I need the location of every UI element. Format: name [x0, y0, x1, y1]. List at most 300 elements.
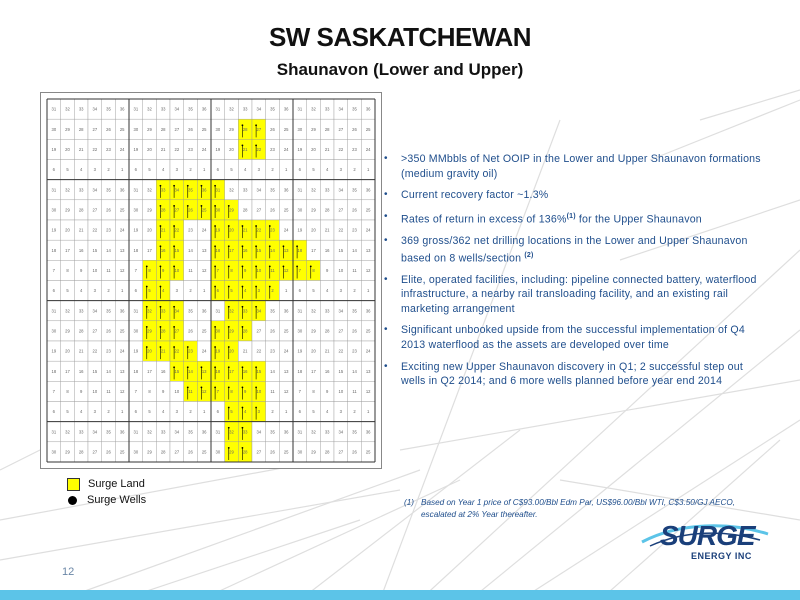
section-number: 7 [134, 267, 138, 273]
section-number: 33 [324, 308, 330, 314]
section-number: 1 [284, 409, 288, 415]
bullet-list [383, 152, 768, 396]
section-number: 34 [174, 308, 180, 314]
section-number: 21 [324, 146, 330, 152]
section-number: 16 [324, 368, 330, 374]
section-number: 30 [133, 207, 139, 213]
section-number: 1 [202, 409, 206, 415]
section-number: 20 [229, 348, 234, 354]
section-number: 32 [65, 187, 70, 193]
section-number: 9 [243, 388, 247, 394]
section-number: 5 [230, 288, 233, 294]
section-number: 11 [188, 388, 193, 394]
section-number: 31 [215, 106, 221, 112]
section-number: 35 [352, 429, 357, 435]
bullet-text: Elite, operated facilities, including: pipeline connected battery, waterflood infrastructure, a nearby rail transloading facility, and an existing rail marketing arrangement [401, 273, 757, 315]
section-number: 27 [174, 328, 180, 334]
bullet-footnote-ref: (2) [524, 251, 534, 259]
section-number: 29 [229, 328, 234, 334]
section-number: 31 [51, 187, 57, 193]
section-number: 31 [51, 308, 57, 314]
section-number: 2 [189, 167, 192, 173]
section-number: 36 [283, 106, 289, 112]
section-number: 35 [270, 429, 275, 435]
section-number: 16 [160, 247, 166, 253]
section-number: 32 [229, 187, 234, 193]
section-number: 3 [257, 167, 261, 173]
land-swatch-icon [67, 478, 80, 491]
legend-wells-label: Surge Wells [87, 494, 147, 506]
bullet-footnote-ref: (1) [566, 212, 576, 220]
section-number: 9 [79, 388, 83, 394]
section-number: 15 [338, 247, 344, 253]
section-number: 27 [92, 328, 98, 334]
section-number: 2 [107, 409, 110, 415]
bullet-item [383, 323, 768, 352]
section-number: 27 [174, 126, 180, 132]
section-number: 16 [78, 368, 84, 374]
section-number: 28 [78, 207, 84, 213]
section-number: 1 [284, 167, 288, 173]
section-number: 33 [160, 106, 166, 112]
bullet-dot-icon: • [384, 273, 388, 285]
bullet-item [383, 273, 768, 317]
section-number: 20 [229, 146, 234, 152]
section-number: 22 [338, 348, 344, 354]
section-number: 25 [365, 126, 371, 132]
section-number: 32 [229, 106, 234, 112]
section-number: 16 [160, 368, 166, 374]
section-number: 32 [229, 429, 234, 435]
section-number: 32 [147, 187, 152, 193]
section-number: 21 [78, 146, 84, 152]
section-number: 30 [133, 449, 139, 455]
bullet-text: Rates of return in excess of 136% [401, 213, 567, 226]
section-number: 23 [188, 146, 193, 152]
section-number: 15 [174, 368, 180, 374]
section-number: 28 [160, 207, 166, 213]
section-number: 4 [161, 167, 165, 173]
footnote-number: (1) [404, 498, 415, 507]
section-number: 26 [188, 126, 193, 132]
section-number: 31 [297, 187, 303, 193]
section-number: 23 [270, 348, 275, 354]
section-number: 27 [338, 449, 344, 455]
section-number: 33 [324, 106, 330, 112]
section-number: 7 [216, 388, 220, 394]
section-number: 25 [201, 207, 207, 213]
section-number: 33 [242, 429, 248, 435]
section-number: 21 [242, 348, 248, 354]
section-number: 3 [175, 167, 179, 173]
section-number: 14 [188, 247, 193, 253]
section-number: 24 [283, 227, 289, 233]
section-number: 34 [256, 187, 262, 193]
section-number: 17 [311, 247, 316, 253]
section-number: 28 [160, 449, 166, 455]
section-number: 23 [270, 227, 275, 233]
section-number: 4 [161, 409, 165, 415]
section-number: 32 [311, 429, 316, 435]
section-number: 28 [78, 126, 84, 132]
section-number: 5 [66, 409, 69, 415]
section-number: 30 [215, 126, 221, 132]
section-number: 25 [283, 207, 289, 213]
section-number: 18 [133, 247, 139, 253]
section-number: 6 [216, 288, 220, 294]
section-number: 26 [106, 126, 111, 132]
section-number: 27 [92, 449, 98, 455]
section-number: 33 [242, 308, 248, 314]
section-number: 2 [353, 167, 356, 173]
section-number: 10 [174, 267, 180, 273]
section-number: 14 [352, 247, 357, 253]
section-number: 2 [353, 288, 356, 294]
section-number: 1 [120, 288, 124, 294]
section-number: 1 [120, 167, 124, 173]
section-number: 6 [216, 167, 220, 173]
section-number: 19 [297, 348, 303, 354]
bullet-dot-icon: • [384, 234, 388, 246]
section-number: 5 [148, 409, 151, 415]
section-number: 24 [283, 348, 289, 354]
section-number: 27 [92, 126, 98, 132]
section-number: 15 [338, 368, 344, 374]
section-number: 36 [365, 429, 371, 435]
section-number: 28 [324, 126, 330, 132]
section-number: 36 [119, 308, 125, 314]
section-number: 28 [242, 207, 248, 213]
section-number: 5 [312, 409, 315, 415]
section-number: 21 [242, 227, 248, 233]
section-number: 34 [338, 429, 344, 435]
section-number: 28 [242, 126, 248, 132]
bullet-text: Current recovery factor ~1.3% [401, 189, 549, 202]
section-number: 2 [271, 409, 274, 415]
section-number: 24 [365, 348, 371, 354]
section-number: 35 [352, 106, 357, 112]
section-number: 9 [161, 267, 165, 273]
section-number: 4 [243, 288, 247, 294]
section-number: 4 [79, 409, 83, 415]
section-number: 6 [52, 167, 56, 173]
section-number: 22 [92, 227, 98, 233]
section-number: 5 [148, 288, 151, 294]
section-number: 5 [312, 167, 315, 173]
section-number: 7 [298, 267, 302, 273]
section-number: 6 [216, 409, 220, 415]
section-number: 14 [106, 368, 111, 374]
section-number: 23 [106, 348, 111, 354]
section-number: 26 [352, 449, 357, 455]
section-number: 23 [352, 348, 357, 354]
section-number: 8 [148, 388, 151, 394]
section-number: 28 [324, 328, 330, 334]
section-number: 22 [338, 227, 344, 233]
section-number: 13 [365, 368, 371, 374]
section-number: 19 [297, 146, 303, 152]
section-number: 33 [78, 106, 84, 112]
section-number: 23 [188, 348, 193, 354]
bullet-text: >350 MMbbls of Net OOIP in the Lower and Upper Shaunavon formations (medium gravity oil) [401, 153, 761, 180]
section-number: 33 [242, 187, 248, 193]
section-number: 1 [202, 288, 206, 294]
section-number: 9 [325, 388, 329, 394]
section-number: 35 [188, 429, 193, 435]
section-number: 35 [352, 308, 357, 314]
section-number: 11 [270, 388, 275, 394]
section-number: 27 [338, 126, 344, 132]
section-number: 6 [134, 167, 138, 173]
section-number: 2 [271, 288, 274, 294]
section-number: 27 [174, 449, 180, 455]
section-number: 18 [215, 247, 221, 253]
section-number: 33 [242, 106, 248, 112]
section-number: 25 [201, 449, 207, 455]
section-number: 34 [92, 187, 98, 193]
section-number: 14 [352, 368, 357, 374]
slide-subtitle: Shaunavon (Lower and Upper) [276, 60, 524, 79]
section-number: 16 [78, 247, 84, 253]
section-number: 11 [352, 267, 357, 273]
bottom-accent-bar [0, 590, 800, 600]
section-number: 4 [79, 167, 83, 173]
section-number: 36 [119, 106, 125, 112]
logo-subtitle: ENERGY INC [691, 551, 752, 561]
section-number: 3 [339, 409, 343, 415]
section-number: 24 [283, 146, 289, 152]
section-number: 3 [257, 288, 261, 294]
bullet-text: 369 gross/362 net drilling locations in the Lower and Upper Shaunavon based on 8 wells/section [401, 234, 748, 265]
section-number: 19 [51, 227, 57, 233]
section-number: 22 [174, 348, 180, 354]
section-number: 29 [311, 207, 316, 213]
section-number: 11 [270, 267, 275, 273]
section-number: 30 [297, 207, 303, 213]
section-number: 10 [92, 267, 98, 273]
section-number: 6 [298, 409, 302, 415]
section-number: 32 [229, 308, 234, 314]
section-number: 23 [352, 146, 357, 152]
section-number: 18 [215, 368, 221, 374]
section-number: 31 [133, 429, 139, 435]
section-number: 34 [92, 308, 98, 314]
section-number: 30 [133, 126, 139, 132]
bullet-item [383, 360, 768, 389]
section-number: 24 [119, 348, 125, 354]
section-number: 7 [52, 388, 56, 394]
section-number: 32 [311, 187, 316, 193]
section-number: 30 [51, 328, 57, 334]
section-number: 32 [147, 308, 152, 314]
section-number: 31 [297, 429, 303, 435]
section-number: 33 [78, 308, 84, 314]
section-number: 28 [78, 449, 84, 455]
section-number: 24 [201, 348, 207, 354]
section-number: 19 [133, 146, 139, 152]
section-number: 17 [65, 247, 70, 253]
section-number: 30 [215, 328, 221, 334]
section-number: 13 [365, 247, 371, 253]
section-number: 29 [147, 126, 152, 132]
section-number: 22 [174, 227, 180, 233]
section-number: 12 [365, 388, 371, 394]
section-number: 36 [365, 187, 371, 193]
section-number: 23 [106, 227, 111, 233]
well-dot-icon [68, 496, 77, 505]
bullet-dot-icon: • [384, 210, 388, 222]
section-number: 5 [148, 167, 151, 173]
slide-title: SW SASKATCHEWAN [268, 22, 532, 52]
section-number: 4 [79, 288, 83, 294]
section-number: 2 [271, 167, 274, 173]
legend-land [67, 476, 146, 492]
section-number: 7 [298, 388, 302, 394]
section-number: 29 [65, 328, 70, 334]
section-number: 33 [324, 429, 330, 435]
section-number: 23 [270, 146, 275, 152]
section-number: 13 [119, 247, 125, 253]
section-number: 28 [242, 449, 248, 455]
section-number: 8 [66, 388, 69, 394]
section-number: 26 [188, 328, 193, 334]
section-number: 35 [106, 429, 111, 435]
section-number: 8 [148, 267, 151, 273]
section-number: 3 [93, 409, 97, 415]
section-number: 33 [324, 187, 330, 193]
section-number: 26 [270, 207, 275, 213]
section-number: 23 [188, 227, 193, 233]
bullet-item [383, 234, 768, 266]
section-number: 25 [283, 126, 289, 132]
legend-land-label: Surge Land [88, 478, 145, 490]
section-number: 34 [338, 106, 344, 112]
section-number: 25 [365, 449, 371, 455]
section-number: 34 [256, 106, 262, 112]
section-number: 25 [119, 328, 125, 334]
section-number: 25 [119, 449, 125, 455]
section-number: 25 [201, 126, 207, 132]
bullet-dot-icon: • [384, 360, 388, 372]
section-number: 4 [325, 167, 329, 173]
section-number: 25 [365, 328, 371, 334]
section-number: 11 [106, 267, 111, 273]
section-number: 15 [256, 247, 262, 253]
section-number: 6 [298, 167, 302, 173]
section-number: 12 [283, 388, 289, 394]
section-number: 25 [283, 449, 289, 455]
section-number: 21 [78, 348, 84, 354]
section-number: 31 [51, 429, 57, 435]
section-number: 33 [160, 429, 166, 435]
section-number: 36 [201, 429, 207, 435]
section-number: 19 [133, 348, 139, 354]
section-number: 11 [352, 388, 357, 394]
bullet-item [383, 210, 768, 227]
land-map [40, 92, 382, 469]
section-number: 32 [147, 106, 152, 112]
section-number: 9 [325, 267, 329, 273]
section-number: 34 [174, 187, 180, 193]
section-number: 36 [201, 308, 207, 314]
section-number: 5 [66, 167, 69, 173]
section-number: 26 [270, 126, 275, 132]
section-number: 34 [92, 429, 98, 435]
section-number: 24 [119, 146, 125, 152]
section-number: 2 [189, 288, 192, 294]
section-number: 31 [133, 308, 139, 314]
section-number: 11 [188, 267, 193, 273]
section-number: 19 [133, 227, 139, 233]
section-number: 18 [297, 247, 303, 253]
section-number: 29 [147, 449, 152, 455]
section-number: 16 [242, 247, 248, 253]
section-number: 7 [134, 388, 138, 394]
bullet-dot-icon: • [384, 153, 388, 164]
section-number: 8 [66, 267, 69, 273]
section-number: 29 [311, 449, 316, 455]
section-number: 34 [256, 429, 262, 435]
surge-logo [640, 520, 770, 570]
section-number: 17 [311, 368, 316, 374]
section-number: 33 [78, 429, 84, 435]
bullet-text: Exciting new Upper Shaunavon discovery in Q1; 2 successful step out wells in Q2 2014; and 6 more wells planned before year end 2014 [401, 360, 743, 388]
section-number: 18 [297, 368, 303, 374]
section-number: 28 [78, 328, 84, 334]
section-number: 31 [133, 187, 139, 193]
section-number: 4 [243, 409, 247, 415]
section-number: 11 [106, 388, 111, 394]
section-number: 30 [51, 449, 57, 455]
section-number: 5 [312, 288, 315, 294]
section-number: 17 [229, 368, 234, 374]
section-number: 30 [215, 449, 221, 455]
section-number: 20 [147, 348, 152, 354]
section-number: 19 [215, 146, 221, 152]
section-number: 20 [311, 348, 316, 354]
section-number: 19 [215, 348, 221, 354]
section-number: 36 [119, 187, 125, 193]
section-number: 29 [229, 207, 234, 213]
section-number: 14 [188, 368, 193, 374]
section-number: 30 [297, 328, 303, 334]
section-number: 26 [352, 328, 357, 334]
section-number: 13 [283, 368, 289, 374]
section-number: 6 [134, 409, 138, 415]
section-number: 1 [366, 409, 370, 415]
section-number: 10 [256, 267, 262, 273]
section-number: 20 [147, 227, 152, 233]
bullet-item [383, 152, 768, 181]
section-number: 32 [311, 106, 316, 112]
section-number: 26 [270, 449, 275, 455]
section-number: 35 [188, 187, 193, 193]
section-number: 13 [119, 368, 125, 374]
section-number: 27 [256, 207, 262, 213]
section-number: 15 [92, 368, 98, 374]
section-number: 13 [283, 247, 289, 253]
section-number: 35 [270, 106, 275, 112]
section-number: 22 [256, 348, 262, 354]
section-number: 22 [338, 146, 344, 152]
section-number: 34 [92, 106, 98, 112]
section-number: 6 [298, 288, 302, 294]
section-number: 17 [147, 368, 152, 374]
section-number: 30 [51, 126, 57, 132]
section-number: 36 [365, 106, 371, 112]
section-number: 35 [188, 106, 193, 112]
section-number: 10 [92, 388, 98, 394]
